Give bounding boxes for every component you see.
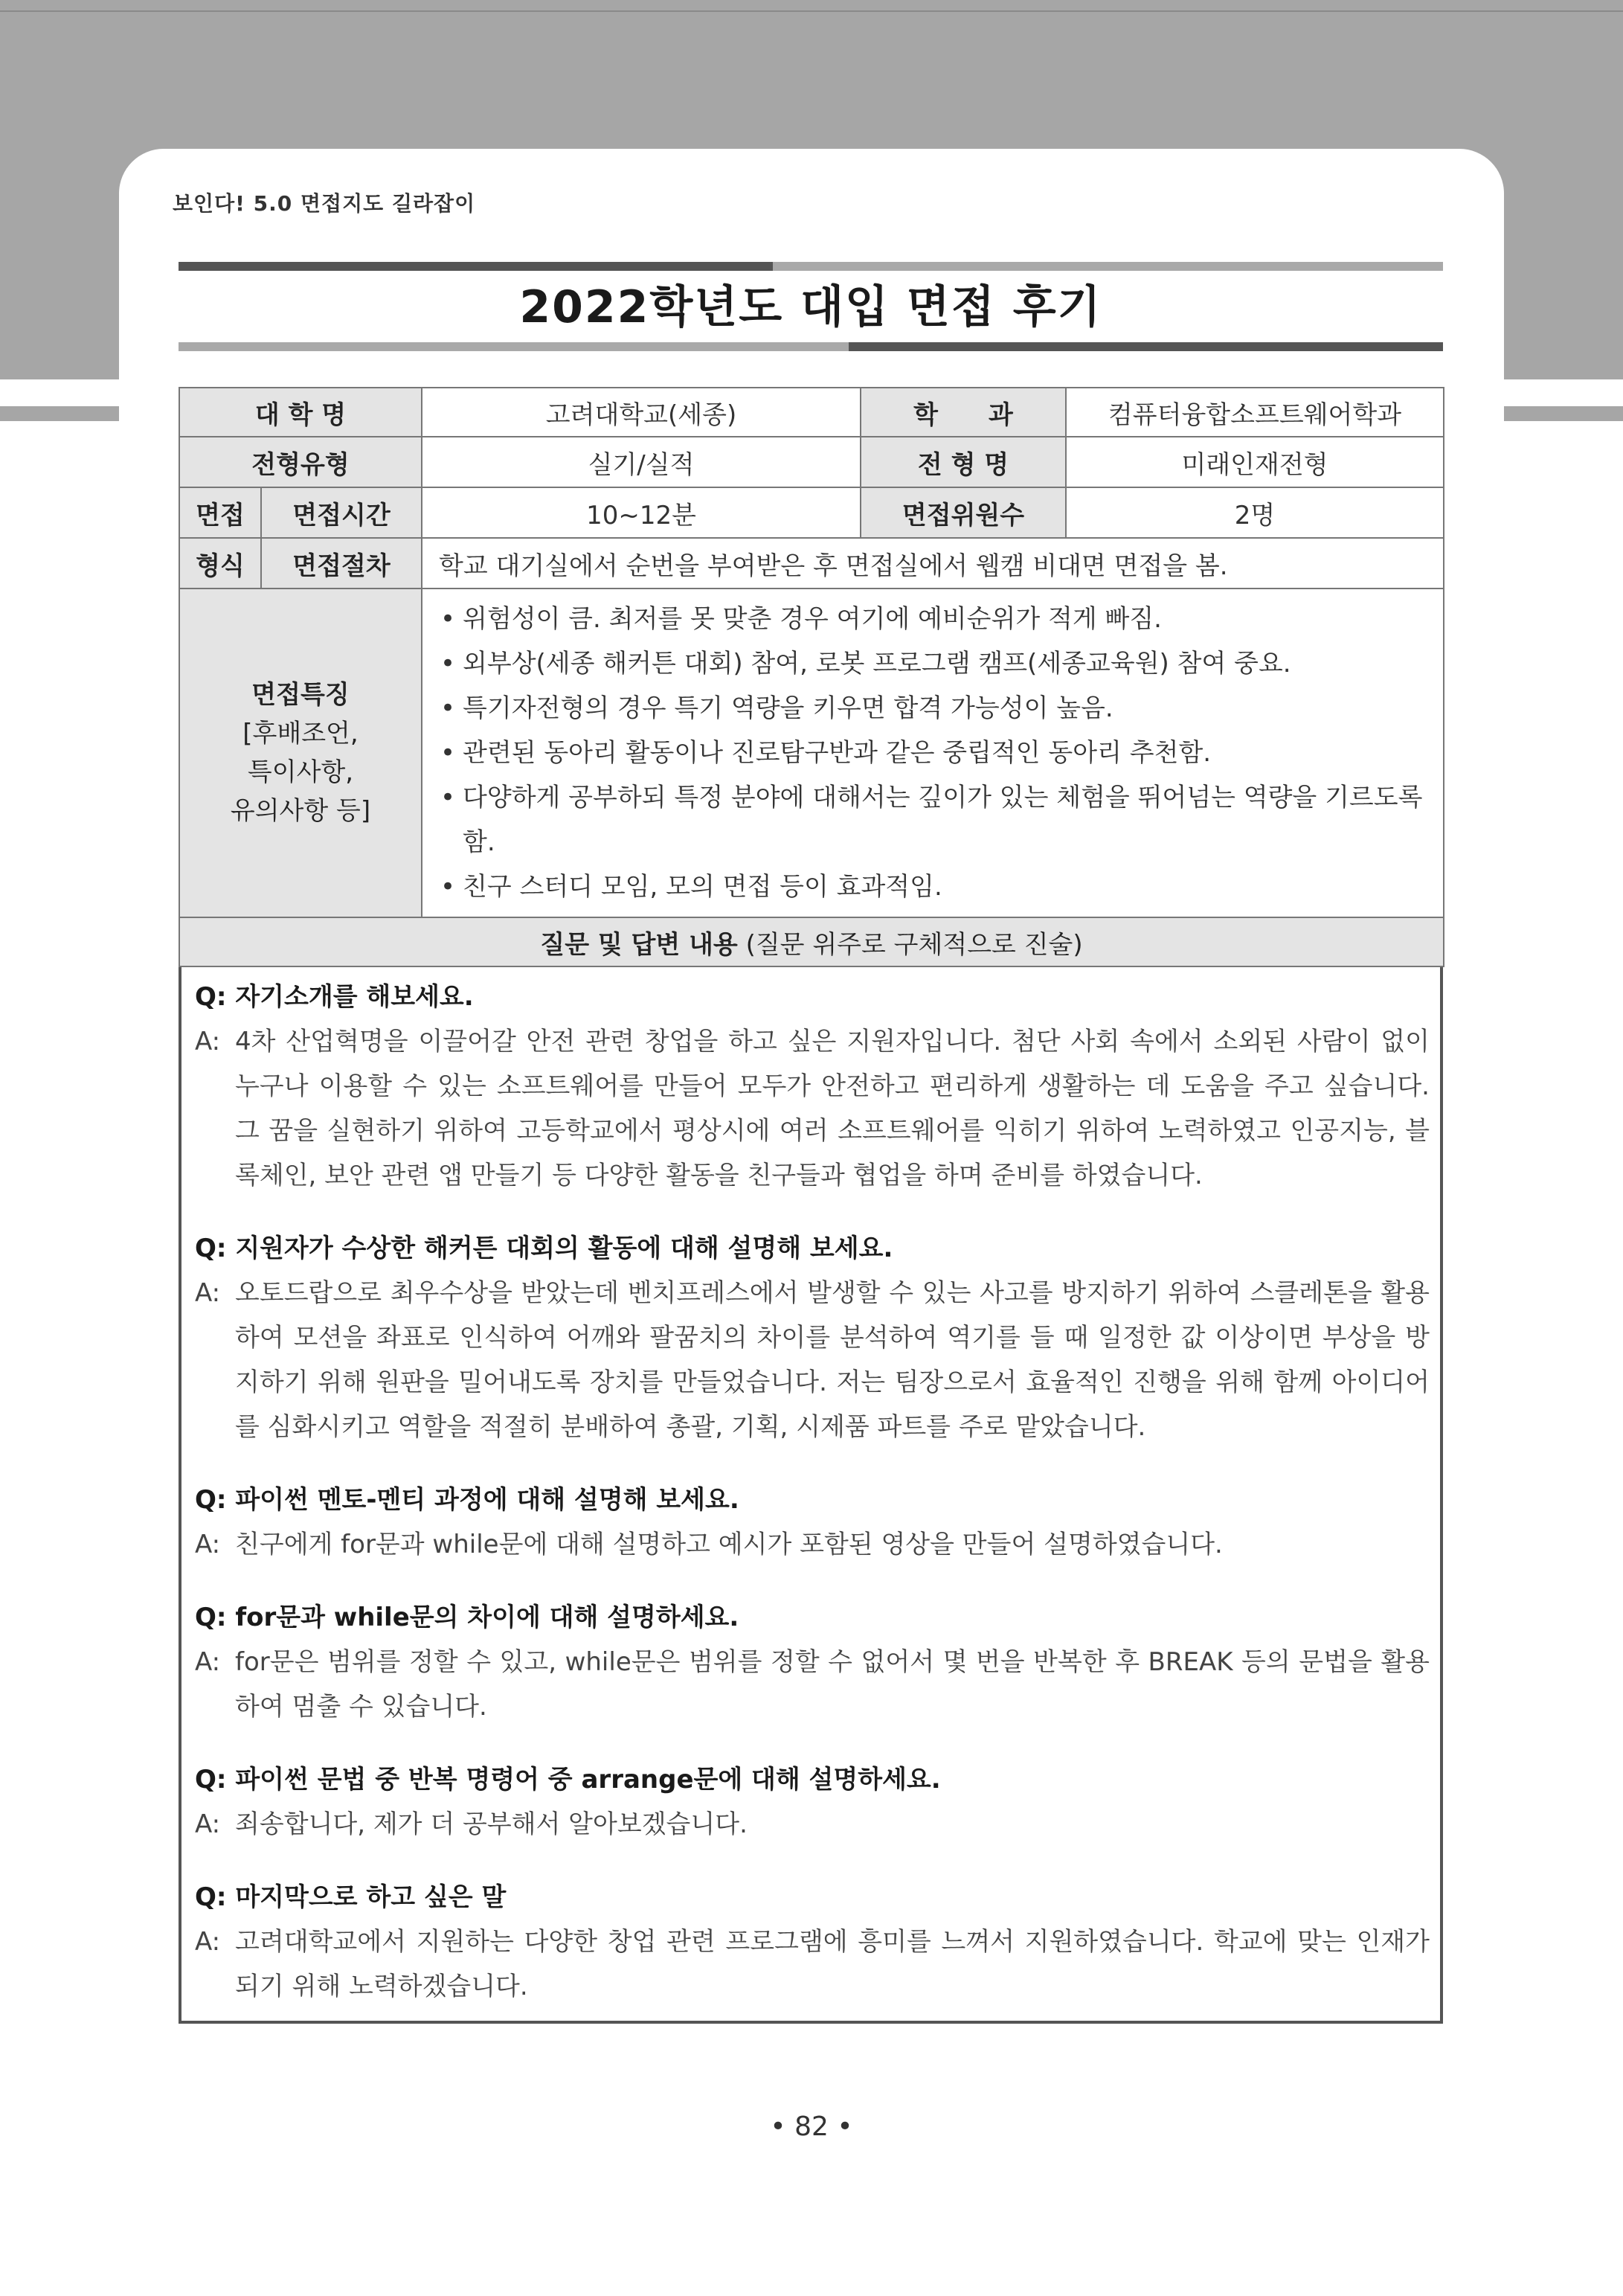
- type-value: 실기/실적: [422, 437, 861, 487]
- feature-item: • 관련된 동아리 활동이나 진로탐구반과 같은 중립적인 동아리 추천함.: [437, 731, 1430, 775]
- answer-text: 친구에게 for문과 while문에 대해 설명하고 예시가 포함된 영상을 만들어 설명하였습니다.: [235, 1530, 1223, 1559]
- answer: [195, 1640, 1430, 1729]
- info-row-time: [179, 487, 1444, 538]
- answer: [195, 1271, 1430, 1449]
- feature-item: • 친구 스터디 모임, 모의 면접 등이 효과적임.: [437, 865, 1430, 909]
- qa-header-bold: 질문 및 답변 내용: [540, 929, 738, 960]
- feature-item: • 특기자전형의 경우 특기 역량을 키우면 합격 가능성이 높음.: [437, 686, 1430, 731]
- admission-value: 미래인재전형: [1066, 437, 1444, 487]
- dept-label: 학 과: [861, 388, 1066, 437]
- qa-item: [195, 1875, 1430, 2009]
- university-value: 고려대학교(세종): [422, 388, 861, 437]
- answer-text: 죄송합니다, 제가 더 공부해서 알아보겠습니다.: [235, 1809, 748, 1839]
- answer-prefix: A:: [195, 1278, 221, 1308]
- features-label-line3: 특이사항,: [247, 757, 354, 787]
- qa-header-row: [179, 917, 1444, 966]
- question: Q: for문과 while문의 차이에 대해 설명하세요.: [195, 1603, 739, 1632]
- dept-value: 컴퓨터융합소프트웨어학과: [1066, 388, 1444, 437]
- type-label: 전형유형: [179, 437, 422, 487]
- answer-text: for문은 범위를 정할 수 있고, while문은 범위를 정할 수 없어서 몇 번을 반복한 후 BREAK 등의 문법을 활용하여 멈출 수 있습니다.: [235, 1647, 1430, 1722]
- feature-item: • 위험성이 큼. 최저를 못 맞춘 경우 여기에 예비순위가 적게 빠짐.: [437, 597, 1430, 641]
- answer-prefix: A:: [195, 1647, 221, 1677]
- page-title: 2022학년도 대입 면접 후기: [519, 281, 1102, 333]
- time-value: 10~12분: [422, 487, 861, 538]
- answer: [195, 1802, 1430, 1847]
- answer: [195, 1522, 1430, 1567]
- features-label-line2: [후배조언,: [242, 719, 359, 748]
- features-label-title: 면접특징: [251, 680, 350, 710]
- info-table: [179, 387, 1444, 967]
- answer-prefix: A:: [195, 1809, 221, 1839]
- question: Q: 파이썬 멘토-멘티 과정에 대해 설명해 보세요.: [195, 1485, 739, 1515]
- title-rule-bottom: [179, 342, 1443, 351]
- answer-prefix: A:: [195, 1027, 221, 1056]
- running-header: 보인다! 5.0 면접지도 길라잡이: [173, 191, 476, 216]
- info-row-features: [179, 589, 1444, 917]
- question: Q: 파이썬 문법 중 반복 명령어 중 arrange문에 대해 설명하세요.: [195, 1765, 941, 1795]
- question: Q: 마지막으로 하고 싶은 말: [195, 1882, 507, 1912]
- feature-item: • 외부상(세종 해커튼 대회) 참여, 로봇 프로그램 캠프(세종교육원) 참여 중요.: [437, 641, 1430, 686]
- top-border-line: [0, 10, 1623, 12]
- procedure-value: 학교 대기실에서 순번을 부여받은 후 면접실에서 웹캠 비대면 면접을 봄.: [422, 538, 1444, 589]
- answer-prefix: A:: [195, 1927, 221, 1957]
- info-row-university: [179, 388, 1444, 437]
- qa-item: [195, 1478, 1430, 1567]
- page-number: • 82 •: [770, 2111, 853, 2142]
- answer-text: 4차 산업혁명을 이끌어갈 안전 관련 창업을 하고 싶은 지원자입니다. 첨단 사회 속에서 소외된 사람이 없이 누구나 이용할 수 있는 소프트웨어를 만들어 모두가 안전하고 편리하게 생활하는 데 도움을 주고 싶습니다. 그 꿈을 실현하기 위하여 고등학교에서 평상시에 여러 소프트웨어를 익히기 위하여 노력하였고 인공지능, 블록체인, 보안 관련 앱 만들기 등 다양한 활동을 친구들과 협업을 하며 준비를 하였습니다.: [235, 1027, 1430, 1190]
- qa-item: [195, 1595, 1430, 1729]
- qa-header-note: (질문 위주로 구체적으로 진술): [737, 929, 1083, 960]
- admission-label: 전 형 명: [861, 437, 1066, 487]
- features-label-line4: 유의사항 등]: [230, 796, 371, 826]
- left-side-bar: [0, 406, 119, 421]
- qa-item: [195, 975, 1430, 1198]
- procedure-label: 면접절차: [261, 538, 422, 589]
- form-label-top: 면접: [179, 487, 261, 538]
- interviewers-value: 2명: [1066, 487, 1444, 538]
- qa-item: [195, 1757, 1430, 1847]
- answer: [195, 1920, 1430, 2009]
- form-label-bottom: 형식: [179, 538, 261, 589]
- info-row-type: [179, 437, 1444, 487]
- right-side-bar: [1504, 406, 1623, 421]
- answer-text: 오토드랍으로 최우수상을 받았는데 벤치프레스에서 발생할 수 있는 사고를 방지하기 위하여 스클레톤을 활용하여 모션을 좌표로 인식하여 어깨와 팔꿈치의 차이를 분석하여 역기를 들 때 일정한 값 이상이면 부상을 방지하기 위해 원판을 밀어내도록 장치를 만들었습니다. 저는 팀장으로서 효율적인 진행을 위해 함께 아이디어를 심화시키고 역할을 적절히 분배하여 총괄, 기획, 시제품 파트를 주로 맡았습니다.: [235, 1278, 1430, 1442]
- features-value: [422, 589, 1444, 917]
- qa-header: [179, 917, 1444, 966]
- info-row-procedure: [179, 538, 1444, 589]
- answer-prefix: A:: [195, 1530, 221, 1559]
- answer-text: 고려대학교에서 지원하는 다양한 창업 관련 프로그램에 흥미를 느껴서 지원하였습니다. 학교에 맞는 인재가 되기 위해 노력하겠습니다.: [235, 1927, 1430, 2001]
- university-label: 대 학 명: [179, 388, 422, 437]
- features-label: [179, 589, 422, 917]
- feature-item: • 다양하게 공부하되 특정 분야에 대해서는 깊이가 있는 체험을 뛰어넘는 역량을 기르도록 함.: [437, 775, 1430, 865]
- answer: [195, 1019, 1430, 1198]
- qa-list: [195, 975, 1430, 2037]
- qa-item: [195, 1226, 1430, 1449]
- time-label: 면접시간: [261, 487, 422, 538]
- question: Q: 지원자가 수상한 해커튼 대회의 활동에 대해 설명해 보세요.: [195, 1234, 893, 1263]
- question: Q: 자기소개를 해보세요.: [195, 982, 474, 1012]
- title-rule-top: [179, 262, 1443, 271]
- interviewers-label: 면접위원수: [861, 487, 1066, 538]
- features-list: [422, 589, 1443, 917]
